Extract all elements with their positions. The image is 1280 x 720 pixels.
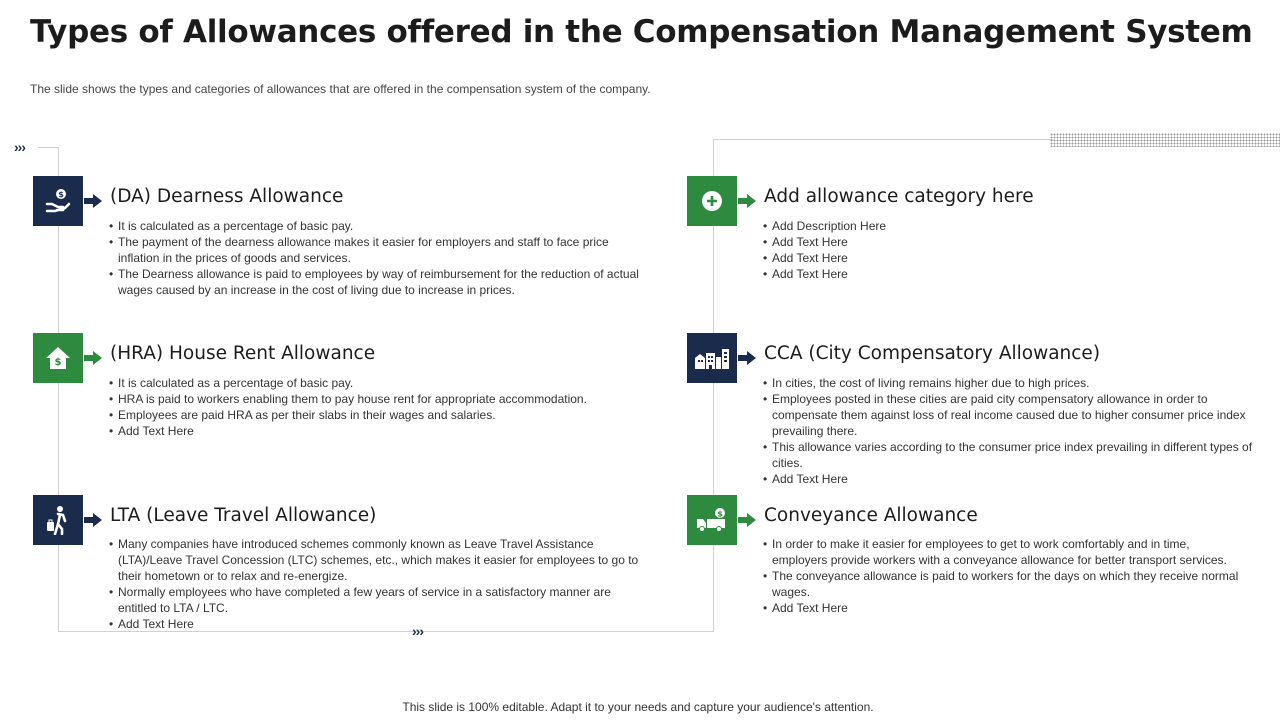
allowance-title: CCA (City Compensatory Allowance) [764,343,1101,364]
allowance-bullets [763,218,1268,282]
bullet-item: • This allowance varies according to the consumer price index prevailing in different types of cities. [763,439,1268,471]
bullet-item: • HRA is paid to workers enabling them to pay house rent for appropriate accommodation. [109,391,649,407]
bullet-item: • The conveyance allowance is paid to workers for the days on which they receive normal wages. [763,568,1248,600]
arrow-right-icon [738,351,756,365]
arrow-right-icon [738,194,756,208]
traveler-luggage-icon [33,495,83,545]
allowance-bullets [109,218,644,298]
footer-note: This slide is 100% editable. Adapt it to your needs and capture your audience's attention. [402,700,874,714]
bullet-item: • Add Text Here [763,471,1268,487]
arrow-right-icon [84,513,102,527]
bullet-item: • Add Text Here [763,250,1268,266]
connector-top-right [713,139,1053,140]
arrow-right-icon [738,513,756,527]
chevron-right-icon: ››› [412,623,423,639]
allowance-title: (DA) Dearness Allowance [110,186,344,207]
hand-coin-icon [33,176,83,226]
bullet-item: • Many companies have introduced schemes commonly known as Leave Travel Assistance (LTA)/Leave Travel Concession (LTC) schemes, etc., which makes it easier for employees to go to their hometown or to relax and re-energize. [109,536,644,584]
allowance-title: Add allowance category here [764,186,1034,207]
bullet-item: • It is calculated as a percentage of basic pay. [109,218,644,234]
page-title: Types of Allowances offered in the Compensation Management System [30,14,1253,50]
bullet-item: • Add Text Here [763,234,1268,250]
allowance-bullets [109,375,649,439]
bullet-item: • Add Text Here [109,616,644,632]
allowance-title: Conveyance Allowance [764,505,978,526]
bullet-item: • Add Text Here [763,600,1248,616]
bullet-item: • Add Description Here [763,218,1268,234]
allowance-title: (HRA) House Rent Allowance [110,343,376,364]
dotted-pattern [1050,133,1280,147]
truck-dollar-icon [687,495,737,545]
allowance-bullets [109,536,644,632]
bullet-item: • The Dearness allowance is paid to employees by way of reimbursement for the reduction of actual wages caused by an increase in the cost of living due to increase in prices. [109,266,644,298]
city-buildings-icon [687,333,737,383]
plus-circle-icon [687,176,737,226]
bullet-item: • In cities, the cost of living remains higher due to high prices. [763,375,1268,391]
svg-text:$: $ [58,190,64,199]
bullet-item: • It is calculated as a percentage of basic pay. [109,375,649,391]
arrow-right-icon [84,351,102,365]
bullet-item: • Employees are paid HRA as per their slabs in their wages and salaries. [109,407,649,423]
allowance-bullets [763,536,1248,616]
bullet-item: • Normally employees who have completed a few years of service in a satisfactory manner are entitled to LTA / LTC. [109,584,644,616]
page-subtitle: The slide shows the types and categories of allowances that are offered in the compensation system of the company. [30,82,651,96]
svg-text:$: $ [54,357,62,368]
svg-text:$: $ [717,509,723,519]
chevron-right-icon: ››› [14,139,25,155]
connector-top-left [38,147,59,148]
allowance-title: LTA (Leave Travel Allowance) [110,505,377,526]
bullet-item: • In order to make it easier for employees to get to work comfortably and in time, employers provide workers with a conveyance allowance for better transport services. [763,536,1248,568]
bullet-item: • Employees posted in these cities are paid city compensatory allowance in order to compensate them against loss of real income caused due to higher consumer price index prevailing there. [763,391,1268,439]
house-dollar-icon [33,333,83,383]
bullet-item: • The payment of the dearness allowance makes it easier for employers and staff to face price inflation in the prices of goods and services. [109,234,644,266]
allowance-bullets [763,375,1268,487]
bullet-item: • Add Text Here [109,423,649,439]
arrow-right-icon [84,194,102,208]
bullet-item: • Add Text Here [763,266,1268,282]
